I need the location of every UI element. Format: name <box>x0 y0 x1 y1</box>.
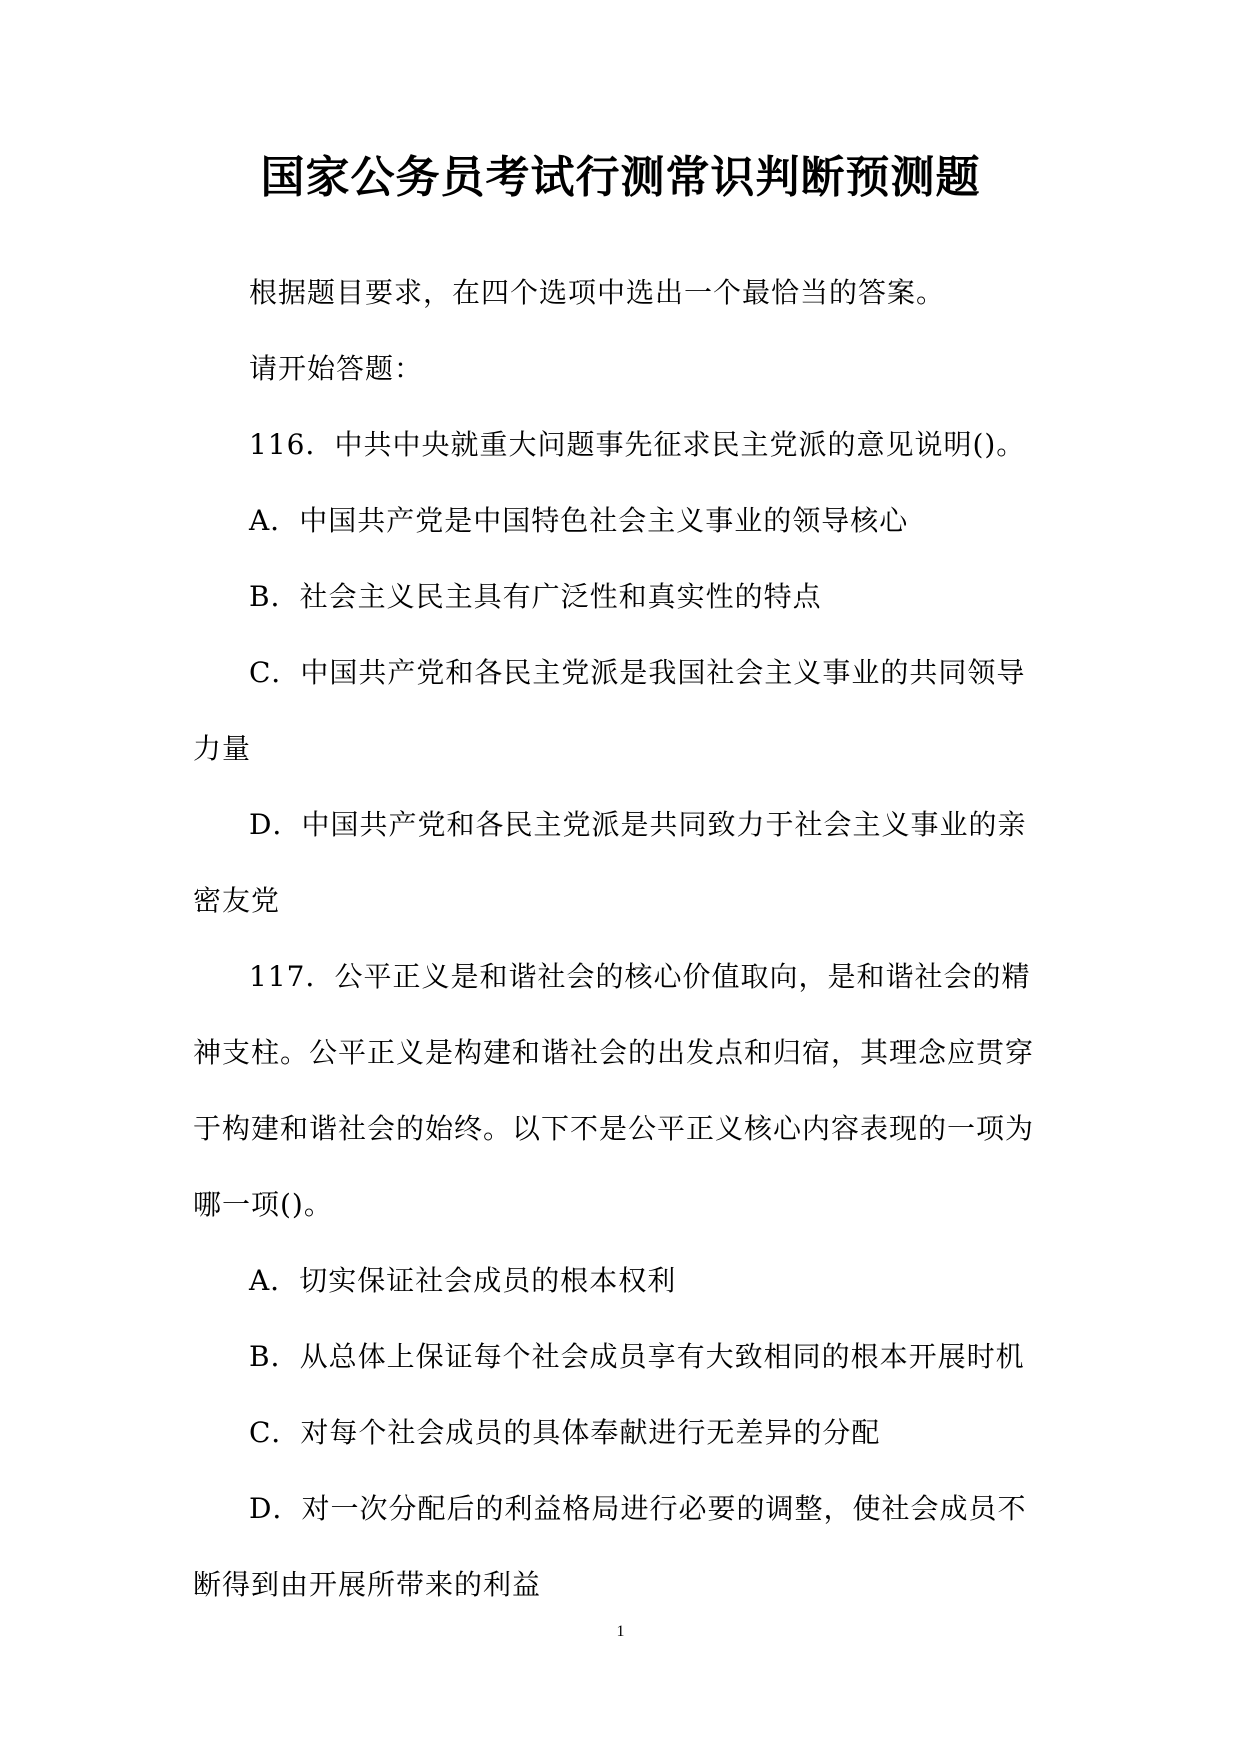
question-116-option-a: A．中国共产党是中国特色社会主义事业的领导核心 <box>249 504 909 537</box>
question-117-option-b: B．从总体上保证每个社会成员享有大致相同的根本开展时机 <box>249 1340 1025 1373</box>
question-116-stem: 116．中共中央就重大问题事先征求民主党派的意见说明()。 <box>249 428 1026 461</box>
question-117-option-d: D．对一次分配后的利益格局进行必要的调整，使社会成员不断得到由开展所带来的利益 <box>193 1492 1027 1601</box>
instruction-text: 根据题目要求，在四个选项中选出一个最恰当的答案。 <box>249 276 946 309</box>
page-number: 1 <box>616 1623 625 1640</box>
question-116-option-d: D．中国共产党和各民主党派是共同致力于社会主义事业的亲密友党 <box>193 808 1027 917</box>
question-117-stem: 117．公平正义是和谐社会的核心价值取向，是和谐社会的精神支柱。公平正义是构建和谐社会的出发点和归宿，其理念应贯穿于构建和谐社会的始终。以下不是公平正义核心内容表现的一项为哪一项()。 <box>193 960 1035 1221</box>
question-117-option-c: C．对每个社会成员的具体奉献进行无差异的分配 <box>249 1416 881 1449</box>
question-117-option-a: A．切实保证社会成员的根本权利 <box>249 1264 677 1297</box>
question-116-option-c: C．中国共产党和各民主党派是我国社会主义事业的共同领导力量 <box>193 656 1026 765</box>
question-116-option-b: B．社会主义民主具有广泛性和真实性的特点 <box>249 580 822 613</box>
start-prompt: 请开始答题： <box>249 352 424 385</box>
document-body <box>193 255 1043 1623</box>
document-title: 国家公务员考试行测常识判断预测题 <box>260 152 981 203</box>
